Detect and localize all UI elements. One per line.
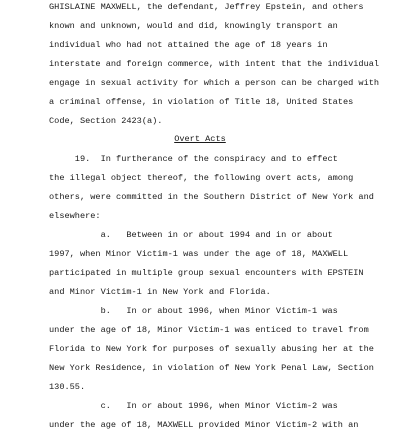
- text-line: 130.55.: [49, 382, 86, 392]
- text-line: under the age of 18, Minor Victim-1 was enticed to travel from: [49, 325, 369, 335]
- text-line: 19. In furtherance of the conspiracy and to effect: [49, 154, 338, 164]
- text-line: a. Between in or about 1994 and in or about: [49, 230, 333, 240]
- text-line: GHISLAINE MAXWELL, the defendant, Jeffrey Epstein, and others: [49, 2, 364, 12]
- text-line: New York Residence, in violation of New York Penal Law, Section: [49, 363, 374, 373]
- text-line: and Minor Victim-1 in New York and Florida.: [49, 287, 271, 297]
- text-line: interstate and foreign commerce, with intent that the individual: [49, 59, 380, 69]
- text-line: Florida to New York for purposes of sexually abusing her at the: [49, 344, 374, 354]
- section-heading: Overt Acts: [174, 134, 226, 144]
- text-line: c. In or about 1996, when Minor Victim-2 was: [49, 401, 338, 411]
- text-line: participated in multiple group sexual encounters with EPSTEIN: [49, 268, 364, 278]
- text-line: Code, Section 2423(a).: [49, 116, 163, 126]
- text-line: known and unknown, would and did, knowingly transport an: [49, 21, 338, 31]
- text-line: a criminal offense, in violation of Title 18, United States: [49, 97, 354, 107]
- text-line: others, were committed in the Southern District of New York and: [49, 192, 374, 202]
- text-line: individual who had not attained the age of 18 years in: [49, 40, 328, 50]
- text-line: under the age of 18, MAXWELL provided Minor Victim-2 with an: [49, 420, 359, 430]
- text-line: the illegal object thereof, the following overt acts, among: [49, 173, 354, 183]
- text-line: elsewhere:: [49, 211, 101, 221]
- text-line: engage in sexual activity for which a person can be charged with: [49, 78, 380, 88]
- text-line: b. In or about 1996, when Minor Victim-1 was: [49, 306, 338, 316]
- text-line: 1997, when Minor Victim-1 was under the age of 18, MAXWELL: [49, 249, 349, 259]
